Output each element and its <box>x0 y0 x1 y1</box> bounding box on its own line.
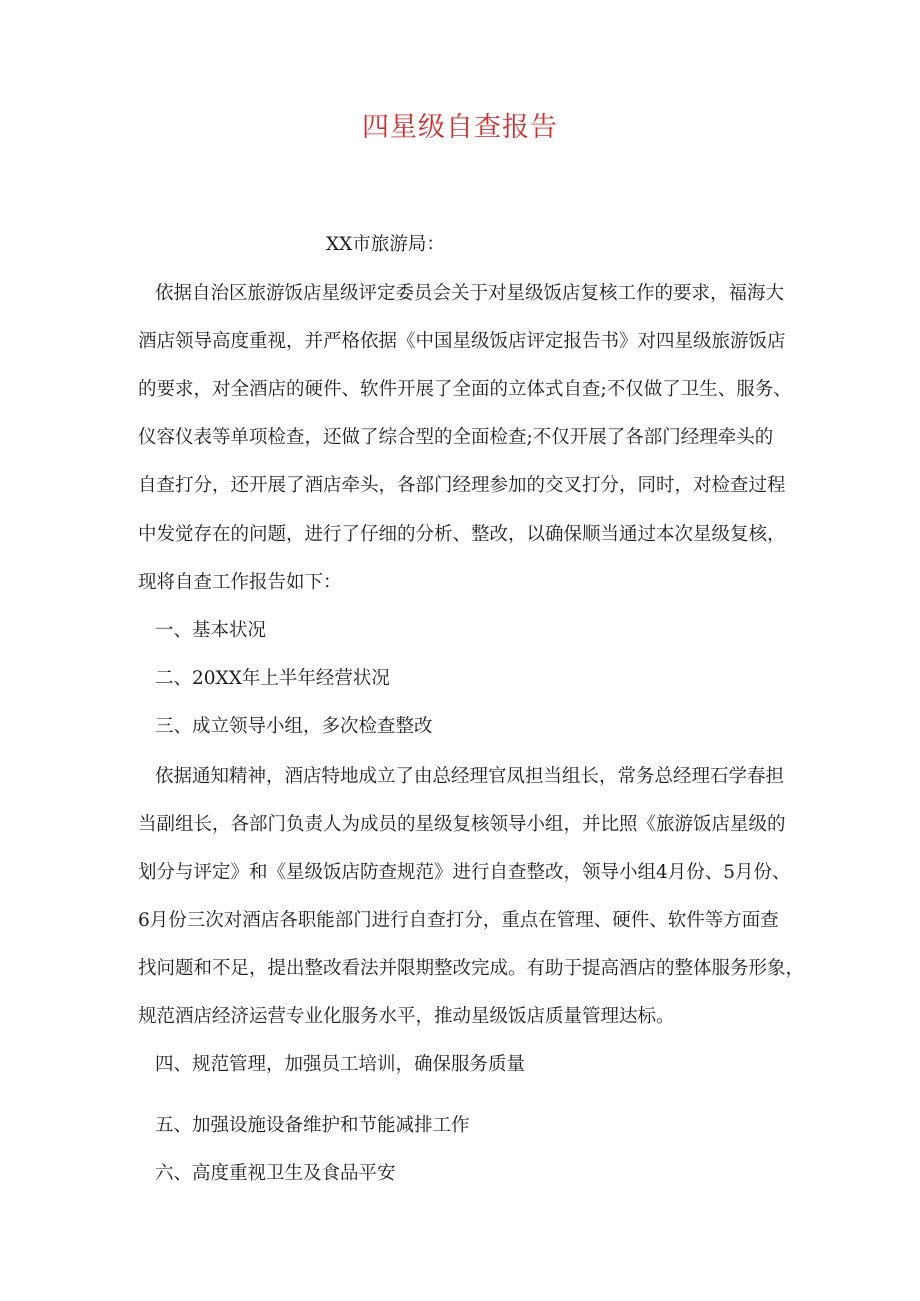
paragraph-line: 6月份三次对酒店各职能部门进行自查打分，重点在管理、硬件、软件等方面查 <box>138 910 779 931</box>
document-title: 四星级自查报告 <box>362 112 558 143</box>
paragraph-line: 的要求，对全酒店的硬件、软件开展了全面的立体式自查;不仅做了卫生、服务、 <box>138 379 792 400</box>
paragraph-line: 中发觉存在的问题，进行了仔细的分析、整改，以确保顺当通过本次星级复核， <box>138 524 786 545</box>
section-heading: 五、加强设施设备维护和节能减排工作 <box>155 1115 470 1136</box>
section-heading: 六、高度重视卫生及食品平安 <box>155 1163 396 1184</box>
section-heading: 三、成立领导小组，多次检查整改 <box>155 716 433 737</box>
addressee: XX市旅游局： <box>326 234 445 255</box>
paragraph-line: 酒店领导高度重视，并严格依据《中国星级饭店评定报告书》对四星级旅游饭店 <box>138 331 786 352</box>
paragraph-line: 当副组长，各部门负责人为成员的星级复核领导小组，并比照《旅游饭店星级的 <box>138 814 786 835</box>
paragraph-line: 自查打分，还开展了酒店牵头，各部门经理参加的交叉打分，同时，对检查过程 <box>138 475 786 496</box>
paragraph-line: 现将自查工作报告如下： <box>138 572 342 593</box>
paragraph-line: 划分与评定》和《星级饭店防查规范》进行自查整改，领导小组4月份、5月份、 <box>138 862 791 883</box>
paragraph-line: 仪容仪表等单项检查，还做了综合型的全面检查;不仅开展了各部门经理牵头的 <box>138 427 774 448</box>
paragraph-line: 依据自治区旅游饭店星级评定委员会关于对星级饭店复核工作的要求，福海大 <box>155 283 785 304</box>
section-heading: 二、20XX年上半年经营状况 <box>155 668 390 689</box>
section-heading: 一、基本状况 <box>155 620 267 641</box>
section-heading: 四、规范管理，加强员工培训，确保服务质量 <box>155 1054 526 1075</box>
paragraph-line: 依据通知精神，酒店特地成立了由总经理官凤担当组长，常务总经理石学春担 <box>155 766 785 787</box>
paragraph-line: 找问题和不足，提出整改看法并限期整改完成。有助于提高酒店的整体服务形象， <box>138 958 805 979</box>
paragraph-line: 规范酒店经济运营专业化服务水平，推动星级饭店质量管理达标。 <box>138 1006 675 1027</box>
